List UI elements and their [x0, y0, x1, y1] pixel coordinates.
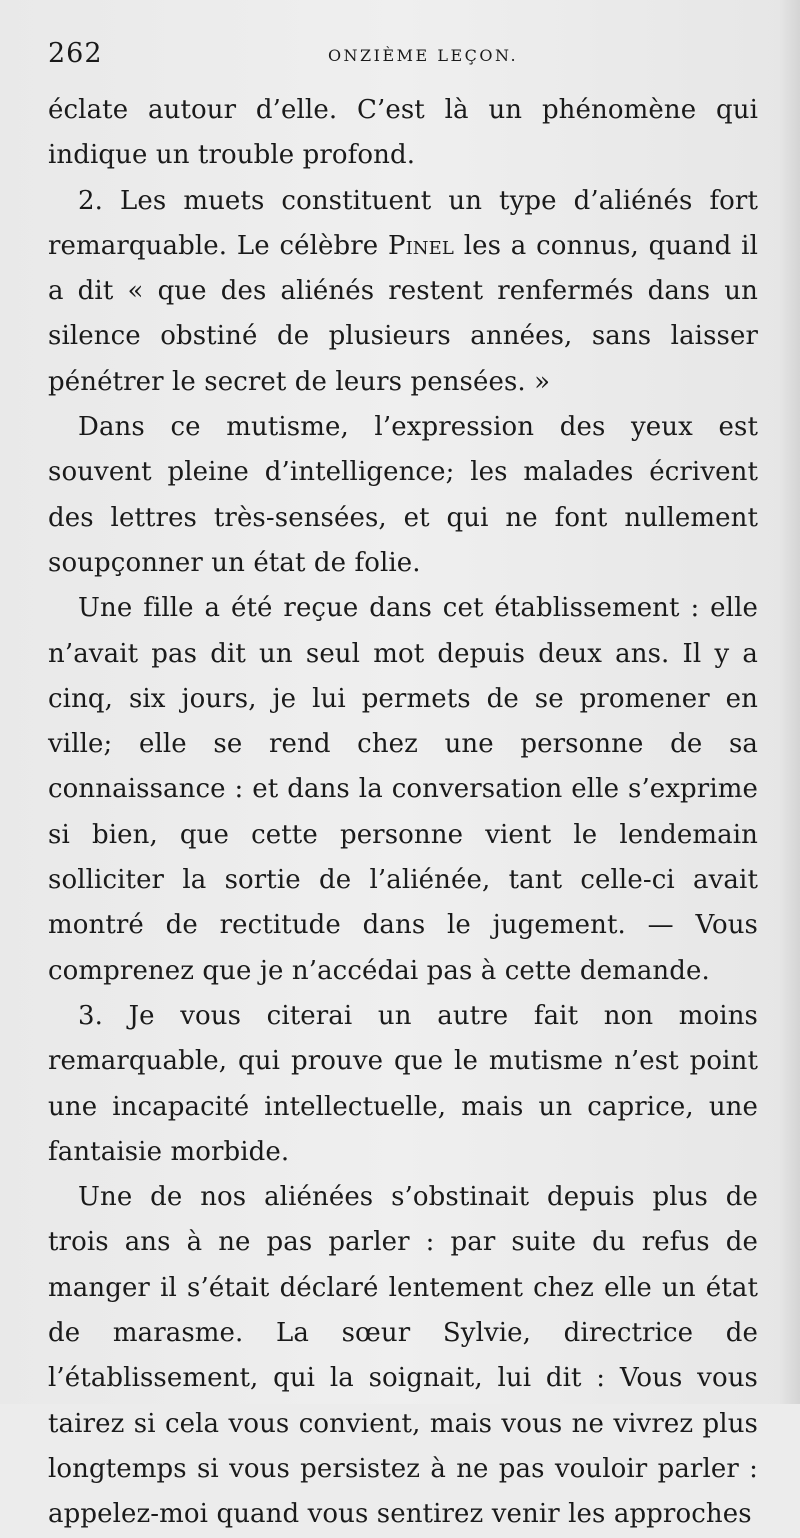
page-edge-shadow — [778, 0, 800, 1404]
paragraph-3: Dans ce mutisme, l’expression des yeux est souvent pleine d’intelligence; les malades écrivent des lettres très-sensées, et qui ne font nullement soupçonner un état de folie. — [48, 412, 758, 578]
body-text — [48, 88, 758, 1538]
paragraph-6: Une de nos aliénées s’obstinait depuis plus de trois ans à ne pas parler : par suite du refus de manger il s’était déclaré lentement chez elle un état de marasme. La sœur Sylvie, directrice de l’établissement, qui la soignait, lui dit : Vous vous tairez si cela vous convient, mais vous ne vivrez plus longtemps si vous persistez à ne pas vouloir parler : appelez-moi quand vous sentirez venir les approches — [48, 1182, 758, 1530]
paragraph-2 — [48, 179, 758, 405]
paragraph-2-end: les a connus, quand il a dit « que des aliénés restent renfermés dans un silence obstiné de plusieurs années, sans laisser pénétrer le secret de leurs pensées. » — [48, 230, 758, 397]
page-number: 262 — [48, 38, 103, 69]
paragraph-4: Une fille a été reçue dans cet établissement : elle n’avait pas dit un seul mot depuis deux ans. Il y a cinq, six jours, je lui permets de se promener en ville; elle se rend chez une personne de sa connaissance : et dans la conversation elle s’exprime si bien, que cette personne vient le lendemain solliciter la sortie de l’aliénée, tant celle-ci avait montré de rectitude dans le jugement. — Vous comprenez que je n’accédai pas à cette demande. — [48, 593, 758, 986]
paragraph-5: 3. Je vous citerai un autre fait non moins remarquable, qui prouve que le mutisme n’est point une incapacité intellectuelle, mais un caprice, une fantaisie morbide. — [48, 1000, 758, 1167]
author-name-pinel: Pinel — [388, 230, 454, 261]
paragraph-1: éclate autour d’elle. C’est là un phénomène qui indique un trouble profond. — [48, 95, 758, 171]
page-header — [48, 38, 758, 78]
paragraph-2-start: 2. Les muets constituent un type d’aliénés fort remarquable. Le célèbre — [48, 185, 758, 261]
running-title: ONZIÈME LEÇON. — [327, 46, 519, 65]
